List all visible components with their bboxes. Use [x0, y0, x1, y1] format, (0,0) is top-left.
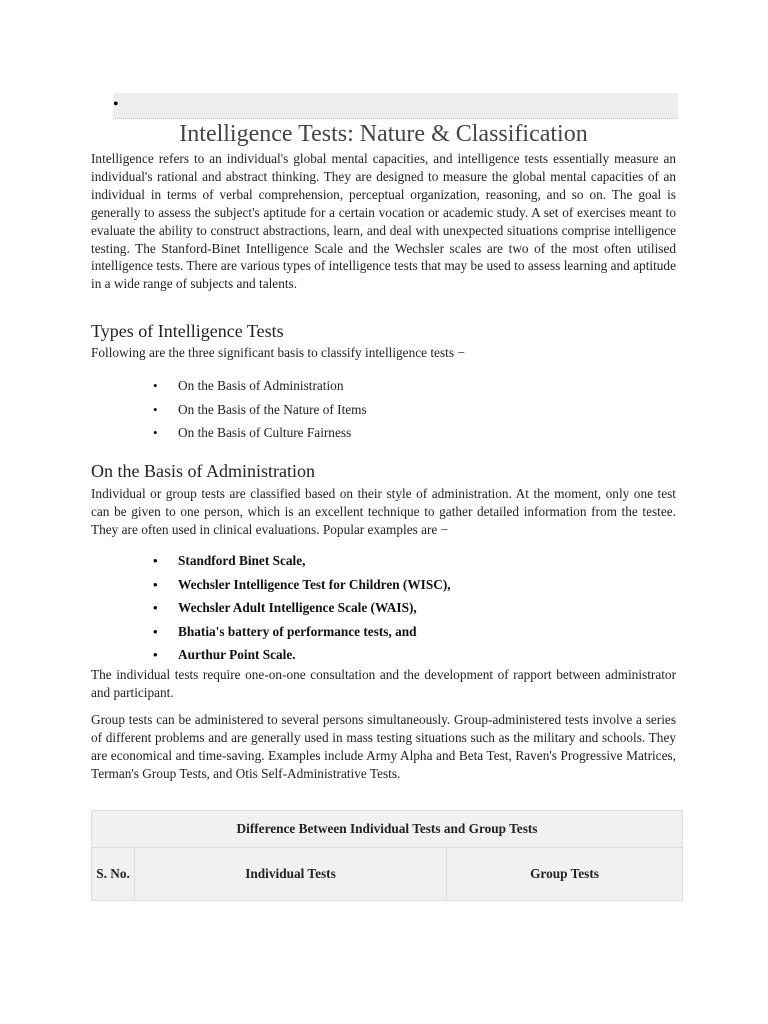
list-item: • Standford Binet Scale, [153, 551, 673, 575]
types-list [153, 376, 673, 447]
column-header-individual: Individual Tests [135, 848, 447, 901]
administration-paragraph: Individual or group tests are classified based on their style of administration. At the moment, only one test can be given to one person, which is an excellent technique to gather detailed information from the testee. They are often used in clinical evaluations. Popular examples are − [91, 486, 676, 537]
list-item: • Wechsler Adult Intelligence Scale (WAIS), [153, 598, 673, 622]
examples-list [153, 551, 673, 669]
list-item: • On the Basis of Administration [153, 376, 673, 400]
column-header-sno: S. No. [92, 848, 135, 901]
list-item: • Aurthur Point Scale. [153, 645, 673, 669]
group-tests-paragraph: Group tests can be administered to several persons simultaneously. Group-administered tests involve a series of different problems and are generally used in mass testing situations such as the military and schools. They are economical and time-saving. Examples include Army Alpha and Beta Test, Raven's Progressive Matrices, Terman's Group Tests, and Otis Self-Administrative Tests. [91, 712, 676, 781]
list-item: • On the Basis of Culture Fairness [153, 423, 673, 447]
intro-paragraph: Intelligence refers to an individual's global mental capacities, and intelligence tests essentially measure an individual's rational and abstract thinking. They are designed to measure the global mental capacities of an individual in terms of verbal comprehension, perceptual organization, reasoning, and so on. The goal is generally to assess the subject's aptitude for a certain vocation or academic study. A set of exercises meant to evaluate the ability to construct abstractions, learn, and deal with unexpected situations comprise intelligence testing. The Stanford-Binet Intelligence Scale and the Wechsler scales are two of the most often utilised intelligence tests. There are various types of intelligence tests that may be used to assess learning and aptitude in a wide range of subjects and talents. [91, 151, 676, 292]
top-list-bar [113, 93, 678, 119]
administration-heading: On the Basis of Administration [91, 461, 315, 481]
types-heading: Types of Intelligence Tests [91, 321, 284, 341]
page-title: Intelligence Tests: Nature & Classification [179, 121, 588, 147]
individual-tests-paragraph: The individual tests require one-on-one consultation and the development of rapport between administrator and participant. [91, 667, 676, 700]
list-item: • Wechsler Intelligence Test for Children (WISC), [153, 575, 673, 599]
list-item: • On the Basis of the Nature of Items [153, 400, 673, 424]
bullet-marker: • [113, 96, 119, 113]
comparison-table [91, 810, 683, 901]
list-item: • Bhatia's battery of performance tests, and [153, 622, 673, 646]
column-header-group: Group Tests [447, 848, 683, 901]
table-caption: Difference Between Individual Tests and Group Tests [92, 811, 683, 848]
types-lead-paragraph: Following are the three significant basis to classify intelligence tests − [91, 345, 465, 360]
